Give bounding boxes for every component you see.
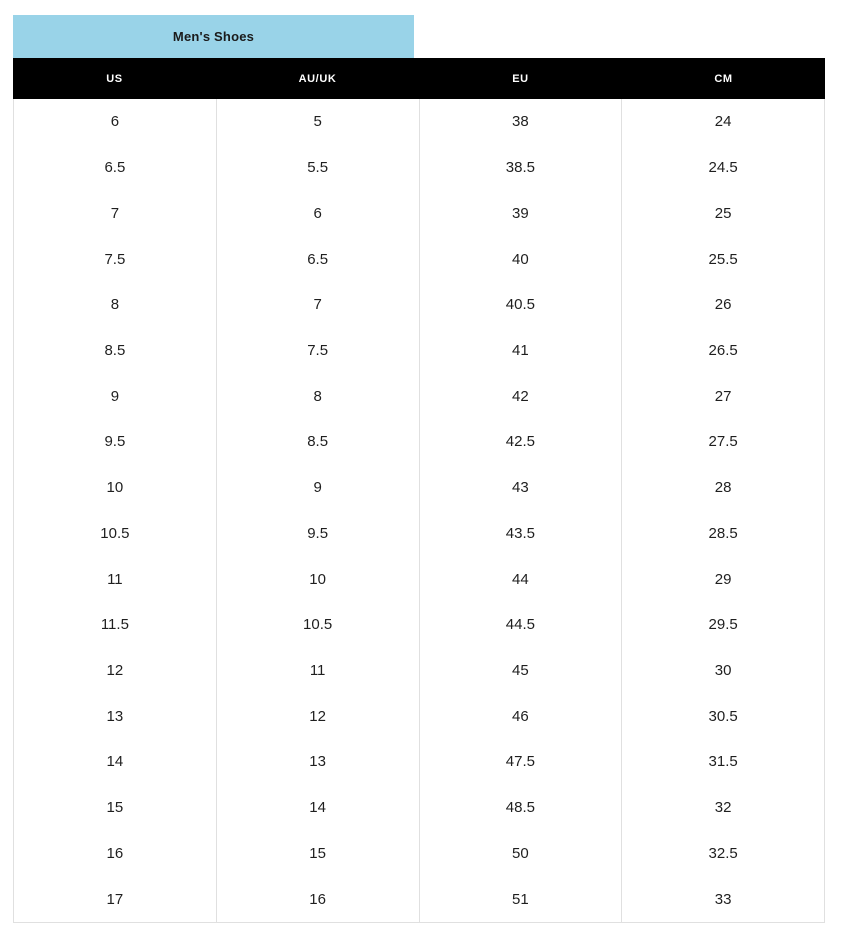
table-row bbox=[14, 648, 825, 694]
size-cell: 9 bbox=[14, 373, 217, 419]
size-cell: 42.5 bbox=[420, 419, 623, 465]
size-cell: 5 bbox=[217, 99, 420, 145]
size-cell: 33 bbox=[622, 876, 825, 922]
table-row bbox=[14, 556, 825, 602]
size-cell: 13 bbox=[14, 693, 217, 739]
table-row bbox=[14, 328, 825, 374]
table-row bbox=[14, 190, 825, 236]
size-cell: 9.5 bbox=[14, 419, 217, 465]
size-cell: 12 bbox=[217, 693, 420, 739]
size-cell: 5.5 bbox=[217, 145, 420, 191]
size-cell: 6.5 bbox=[217, 236, 420, 282]
tab-label: Men's Shoes bbox=[172, 29, 255, 44]
size-cell: 12 bbox=[14, 648, 217, 694]
size-cell: 17 bbox=[14, 876, 217, 922]
size-cell: 7.5 bbox=[14, 236, 217, 282]
size-cell: 24.5 bbox=[622, 145, 825, 191]
column-header: EU bbox=[512, 72, 529, 85]
size-cell: 9.5 bbox=[217, 510, 420, 556]
size-cell: 7 bbox=[14, 190, 217, 236]
size-cell: 48.5 bbox=[420, 785, 623, 831]
size-cell: 38 bbox=[420, 99, 623, 145]
size-cell: 24 bbox=[622, 99, 825, 145]
table-row bbox=[14, 831, 825, 877]
size-cell: 6.5 bbox=[14, 145, 217, 191]
table-row bbox=[14, 510, 825, 556]
size-cell: 10 bbox=[14, 465, 217, 511]
size-cell: 29.5 bbox=[622, 602, 825, 648]
size-cell: 8.5 bbox=[217, 419, 420, 465]
size-conversion-table bbox=[13, 58, 825, 923]
table-row bbox=[14, 785, 825, 831]
table-row bbox=[14, 419, 825, 465]
size-cell: 11 bbox=[217, 648, 420, 694]
table-header-row bbox=[13, 58, 825, 99]
table-row bbox=[14, 373, 825, 419]
size-cell: 10 bbox=[217, 556, 420, 602]
table-row bbox=[14, 99, 825, 145]
size-cell: 16 bbox=[14, 831, 217, 877]
size-cell: 30.5 bbox=[622, 693, 825, 739]
size-cell: 10.5 bbox=[14, 510, 217, 556]
size-cell: 25 bbox=[622, 190, 825, 236]
column-header: AU/UK bbox=[298, 72, 337, 85]
table-row bbox=[14, 602, 825, 648]
size-cell: 42 bbox=[420, 373, 623, 419]
size-cell: 51 bbox=[420, 876, 623, 922]
size-cell: 40.5 bbox=[420, 282, 623, 328]
size-cell: 8.5 bbox=[14, 328, 217, 374]
column-header: US bbox=[106, 72, 123, 85]
size-cell: 43.5 bbox=[420, 510, 623, 556]
table-row bbox=[14, 693, 825, 739]
size-cell: 32 bbox=[622, 785, 825, 831]
size-cell: 10.5 bbox=[217, 602, 420, 648]
table-row bbox=[14, 876, 825, 922]
size-cell: 28.5 bbox=[622, 510, 825, 556]
size-cell: 27.5 bbox=[622, 419, 825, 465]
size-cell: 14 bbox=[14, 739, 217, 785]
table-row bbox=[14, 282, 825, 328]
size-cell: 50 bbox=[420, 831, 623, 877]
size-cell: 46 bbox=[420, 693, 623, 739]
size-cell: 9 bbox=[217, 465, 420, 511]
size-cell: 26.5 bbox=[622, 328, 825, 374]
size-cell: 26 bbox=[622, 282, 825, 328]
size-cell: 30 bbox=[622, 648, 825, 694]
tab-mens-shoes[interactable] bbox=[13, 15, 414, 58]
size-cell: 25.5 bbox=[622, 236, 825, 282]
size-cell: 39 bbox=[420, 190, 623, 236]
size-cell: 29 bbox=[622, 556, 825, 602]
size-cell: 44.5 bbox=[420, 602, 623, 648]
size-cell: 16 bbox=[217, 876, 420, 922]
size-cell: 11 bbox=[14, 556, 217, 602]
size-cell: 47.5 bbox=[420, 739, 623, 785]
size-cell: 14 bbox=[217, 785, 420, 831]
table-row bbox=[14, 465, 825, 511]
table-row bbox=[14, 145, 825, 191]
size-cell: 27 bbox=[622, 373, 825, 419]
table-row bbox=[14, 739, 825, 785]
size-cell: 31.5 bbox=[622, 739, 825, 785]
size-cell: 28 bbox=[622, 465, 825, 511]
size-cell: 15 bbox=[14, 785, 217, 831]
table-row bbox=[14, 236, 825, 282]
size-cell: 6 bbox=[14, 99, 217, 145]
size-cell: 44 bbox=[420, 556, 623, 602]
size-cell: 38.5 bbox=[420, 145, 623, 191]
size-cell: 43 bbox=[420, 465, 623, 511]
size-cell: 8 bbox=[217, 373, 420, 419]
size-cell: 11.5 bbox=[14, 602, 217, 648]
size-cell: 7 bbox=[217, 282, 420, 328]
size-cell: 7.5 bbox=[217, 328, 420, 374]
size-cell: 8 bbox=[14, 282, 217, 328]
size-cell: 32.5 bbox=[622, 831, 825, 877]
table-body bbox=[13, 99, 825, 923]
size-cell: 45 bbox=[420, 648, 623, 694]
size-cell: 15 bbox=[217, 831, 420, 877]
column-header: CM bbox=[714, 72, 733, 85]
size-cell: 13 bbox=[217, 739, 420, 785]
size-cell: 6 bbox=[217, 190, 420, 236]
size-cell: 40 bbox=[420, 236, 623, 282]
size-cell: 41 bbox=[420, 328, 623, 374]
